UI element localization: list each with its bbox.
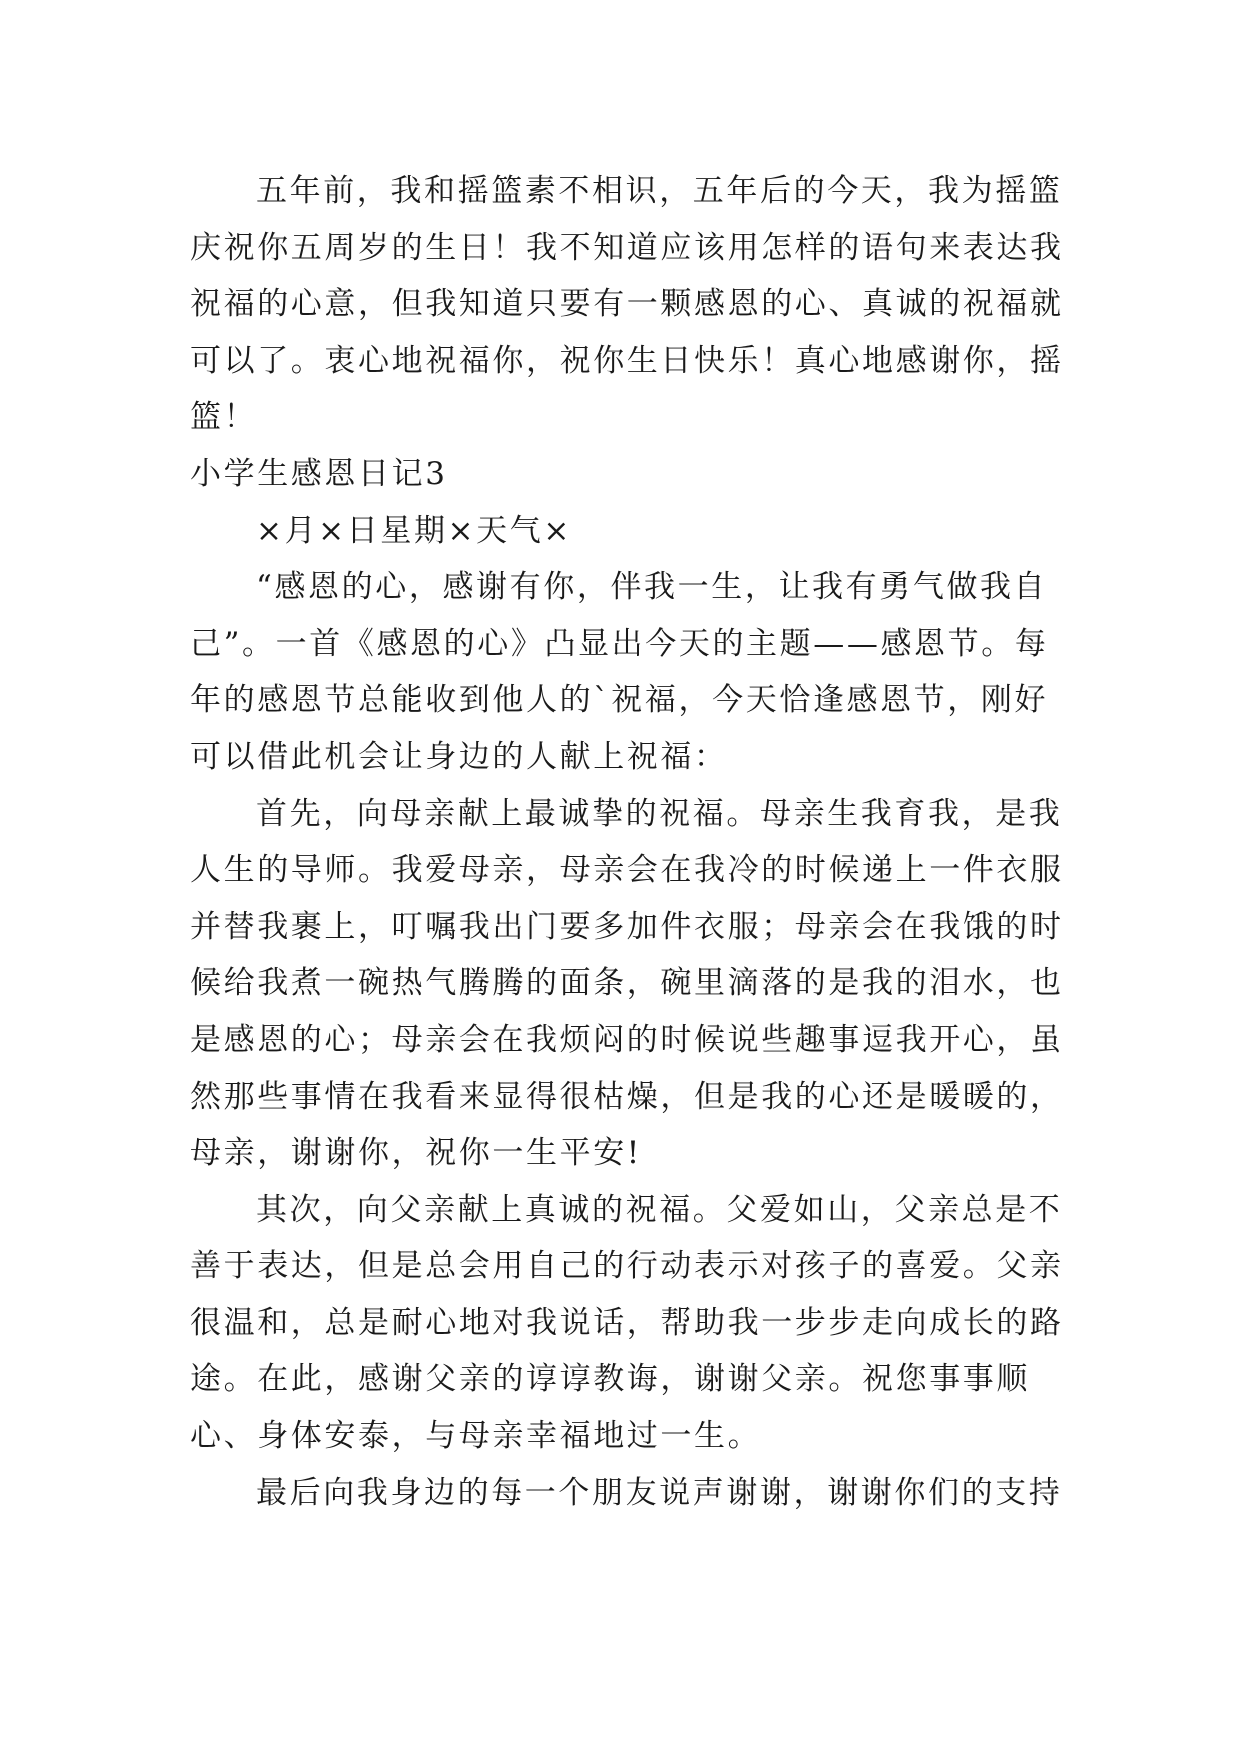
diary-date-line: ×月×日星期×天气× bbox=[256, 512, 572, 549]
diary-title: 小学生感恩日记3 bbox=[190, 455, 448, 492]
paragraph-father: 其次，向父亲献上真诚的祝福。父爱如山，父亲总是不善于表达，但是总会用自己的行动表示对孩子的喜爱。父亲很温和，总是耐心地对我说话，帮助我一步步走向成长的路途。在此，感谢父亲的谆谆教诲，谢谢父亲。祝您事事顺心、身体安泰，与母亲幸福地过一生。 bbox=[190, 1191, 1064, 1455]
paragraph-mother: 首先，向母亲献上最诚挚的祝福。母亲生我育我，是我人生的导师。我爱母亲，母亲会在我冷的时候递上一件衣服并替我裹上，叮嘱我出门要多加件衣服；母亲会在我饿的时候给我煮一碗热气腾腾的面条，碗里滴落的是我的泪水，也是感恩的心；母亲会在我烦闷的时候说些趣事逗我开心，虽然那些事情在我看来显得很枯燥，但是我的心还是暖暖的，母亲，谢谢你，祝你一生平安! bbox=[190, 795, 1064, 1172]
document-body bbox=[190, 163, 1070, 1521]
paragraph-thanksgiving-intro: “感恩的心，感谢有你，伴我一生，让我有勇气做我自己”。一首《感恩的心》凸显出今天的主题——感恩节。每年的感恩节总能收到他人的`祝福，今天恰逢感恩节，刚好可以借此机会让身边的人献上祝福： bbox=[190, 569, 1049, 775]
paragraph-cradle-birthday: 五年前，我和摇篮素不相识，五年后的今天，我为摇篮庆祝你五周岁的生日！我不知道应该用怎样的语句来表达我祝福的心意，但我知道只要有一颗感恩的心、真诚的祝福就可以了。衷心地祝福你，祝你生日快乐！真心地感谢你，摇篮！ bbox=[190, 173, 1064, 436]
paragraph-friends: 最后向我身边的每一个朋友说声谢谢，谢谢你们的支持 bbox=[256, 1474, 1063, 1511]
